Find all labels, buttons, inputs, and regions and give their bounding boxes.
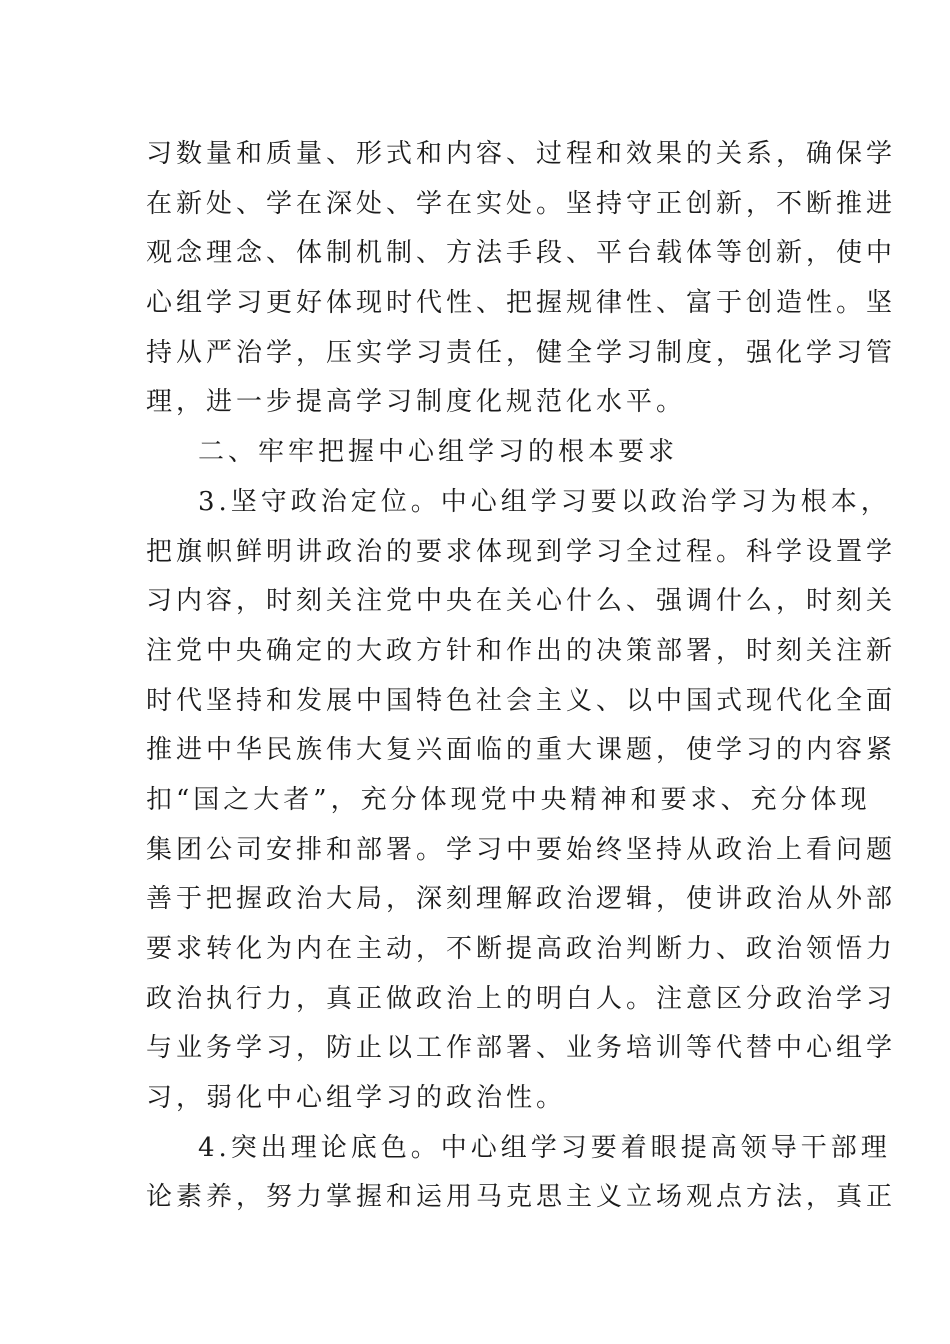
text-line: 二、牢牢把握中心组学习的根本要求 [198, 437, 679, 468]
text-line: 习数量和质量、形式和内容、过程和效果的关系，确保学 [146, 139, 897, 169]
text-line: 论素养，努力掌握和运用马克思主义立场观点方法，真正 [146, 1182, 897, 1213]
text-line: 与业务学习，防止以工作部署、业务培训等代替中心组学 [146, 1033, 897, 1064]
text-line: 4.突出理论底色。中心组学习要着眼提高领导干部理 [198, 1132, 891, 1163]
text-line: 习内容，时刻关注党中央在关心什么、强调什么，时刻关 [146, 586, 897, 617]
text-line: 政治执行力，真正做政治上的明白人。注意区分政治学习 [146, 983, 897, 1014]
text-line: 善于把握政治大局，深刻理解政治逻辑，使讲政治从外部 [146, 884, 897, 915]
text-line: 观念理念、体制机制、方法手段、平台载体等创新，使中 [146, 238, 897, 269]
text-line: 扣“国之大者”，充分体现党中央精神和要求、充分体现 [146, 784, 871, 815]
text-line: 习，弱化中心组学习的政治性。 [146, 1083, 567, 1114]
text-line: 推进中华民族伟大复兴面临的重大课题，使学习的内容紧 [146, 735, 897, 766]
text-line: 理，进一步提高学习制度化规范化水平。 [146, 387, 687, 418]
text-line: 在新处、学在深处、学在实处。坚持守正创新，不断推进 [146, 188, 897, 219]
text-line: 要求转化为内在主动，不断提高政治判断力、政治领悟力 [146, 934, 897, 964]
text-line: 3.坚守政治定位。中心组学习要以政治学习为根本， [198, 486, 891, 517]
text-line: 心组学习更好体现时代性、把握规律性、富于创造性。坚 [146, 288, 897, 319]
text-line: 把旗帜鲜明讲政治的要求体现到学习全过程。科学设置学 [146, 536, 897, 567]
text-line: 注党中央确定的大政方针和作出的决策部署，时刻关注新 [146, 635, 897, 666]
text-line: 持从严治学，压实学习责任，健全学习制度，强化学习管 [146, 337, 897, 368]
text-line: 集团公司安排和部署。学习中要始终坚持从政治上看问题 [146, 834, 897, 865]
document-body [146, 130, 897, 1223]
text-line: 时代坚持和发展中国特色社会主义、以中国式现代化全面 [146, 685, 897, 716]
